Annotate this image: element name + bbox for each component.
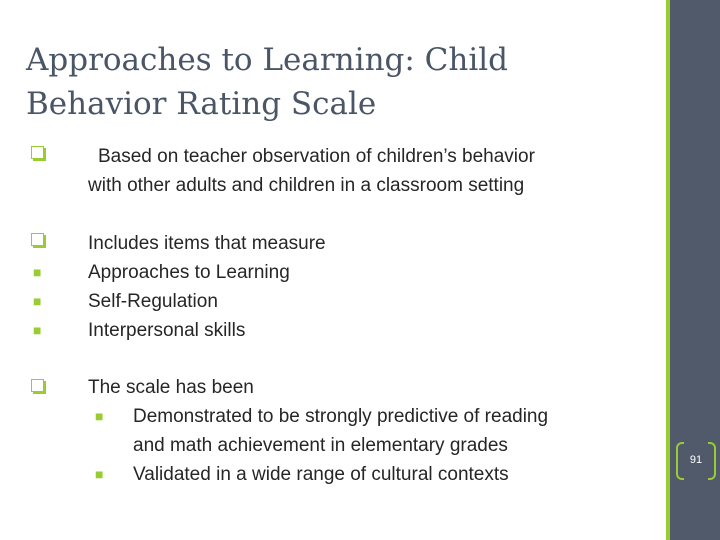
bracket-left-icon — [676, 442, 684, 480]
square-bullet-icon: ■ — [33, 322, 42, 338]
sub-bullet-text: and math achievement in elementary grades — [133, 435, 508, 456]
square-bullet-icon: ■ — [33, 293, 42, 309]
sub-bullet-text: Approaches to Learning — [88, 262, 290, 283]
bullet-text: Based on teacher observation of children’s behavior — [98, 146, 535, 167]
page-number: 91 — [689, 454, 703, 466]
square-bullet-icon: ■ — [33, 264, 42, 280]
bullet-text: The scale has been — [88, 377, 254, 398]
sub-bullet-text: Interpersonal skills — [88, 320, 246, 341]
checkbox-bullet-icon — [31, 146, 44, 159]
sub-bullet-text: Validated in a wide range of cultural contexts — [133, 464, 509, 485]
checkbox-bullet-icon — [31, 233, 44, 246]
sidebar-accent-line — [666, 0, 670, 540]
square-bullet-icon: ■ — [95, 408, 104, 424]
sub-bullet-text: Demonstrated to be strongly predictive of reading — [133, 406, 549, 427]
bullet-text: Includes items that measure — [88, 233, 326, 254]
slide-title: Approaches to Learning: Child Behavior Rating Scale — [26, 42, 509, 122]
sub-bullet-text: Self-Regulation — [88, 291, 218, 312]
bracket-right-icon — [708, 442, 716, 480]
page-number-box — [676, 442, 716, 478]
checkbox-bullet-icon — [31, 379, 44, 392]
bullet-text: with other adults and children in a classroom setting — [88, 175, 525, 196]
square-bullet-icon: ■ — [95, 466, 104, 482]
